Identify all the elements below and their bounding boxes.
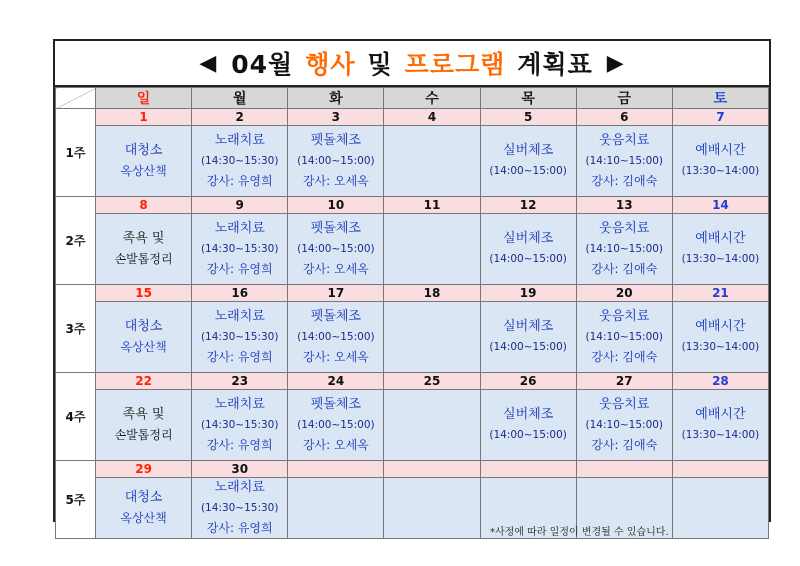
date-row	[56, 109, 769, 126]
event-cell-thu	[480, 214, 576, 285]
event-line: 실버체조	[503, 319, 554, 334]
date-cell-sat	[672, 461, 768, 478]
event-line: 옥상산책	[120, 340, 167, 354]
event-line: 펫돌체조	[310, 221, 361, 236]
event-cell-thu	[480, 126, 576, 197]
event-line: 족욕 및	[122, 407, 165, 422]
event-line: 강사: 유영희	[206, 350, 273, 364]
event-cell-wed	[384, 214, 480, 285]
event-line: 대청소	[124, 143, 163, 158]
event-line: 실버체조	[503, 143, 554, 158]
event-cell-sun	[96, 214, 192, 285]
event-line: 펫돌체조	[310, 309, 361, 324]
weekday-wed: 수	[384, 88, 480, 109]
event-line: (14:10~15:00)	[585, 243, 664, 255]
event-line: (14:00~15:00)	[297, 243, 375, 255]
event-cell-sun	[96, 478, 192, 539]
event-line: 노래치료	[214, 480, 265, 495]
page-title	[55, 41, 769, 87]
title-month: 04월	[231, 50, 294, 79]
event-cell-tue	[288, 214, 384, 285]
event-line: 강사: 오세옥	[302, 262, 369, 276]
event-cell-wed	[384, 302, 480, 373]
event-line: 강사: 오세옥	[302, 174, 369, 188]
event-line: 노래치료	[214, 133, 265, 148]
event-line: 웃음치료	[599, 397, 650, 412]
event-line: 대청소	[124, 319, 163, 334]
event-line: 강사: 유영희	[206, 438, 273, 452]
weekday-tue: 화	[288, 88, 384, 109]
event-line: (14:00~15:00)	[297, 331, 375, 343]
footnote: *사정에 따라 일정이 변경될 수 있습니다.	[490, 527, 669, 538]
event-cell-sat	[672, 478, 768, 539]
event-cell-sat	[672, 126, 768, 197]
event-cell-thu	[480, 302, 576, 373]
event-cell-mon	[192, 390, 288, 461]
event-cell-mon	[192, 478, 288, 539]
event-cell-fri	[576, 302, 672, 373]
event-line: 족욕 및	[122, 231, 165, 246]
date-cell-sat: 28	[672, 373, 768, 390]
event-cell-wed	[384, 390, 480, 461]
event-cell-sun	[96, 302, 192, 373]
event-line: 웃음치료	[599, 309, 650, 324]
event-line: (13:30~14:00)	[681, 429, 760, 441]
date-row	[56, 373, 769, 390]
date-cell-mon: 16	[192, 285, 288, 302]
week-label: 1주	[56, 109, 96, 197]
event-line: (14:30~15:30)	[200, 502, 279, 514]
event-line: 강사: 김애숙	[591, 174, 658, 188]
week-label: 2주	[56, 197, 96, 285]
event-line: 손발톱정리	[114, 252, 173, 266]
event-line: (14:30~15:30)	[200, 155, 279, 167]
event-line: 강사: 유영희	[206, 262, 273, 276]
event-row	[56, 302, 769, 373]
event-cell-thu	[480, 390, 576, 461]
event-line: (14:30~15:30)	[200, 419, 279, 431]
event-line: 실버체조	[503, 231, 554, 246]
event-line: 예배시간	[695, 143, 746, 158]
event-row	[56, 214, 769, 285]
event-line: 강사: 오세옥	[302, 438, 369, 452]
date-cell-thu	[480, 461, 576, 478]
event-line: 노래치료	[214, 221, 265, 236]
week-label: 4주	[56, 373, 96, 461]
date-cell-fri	[576, 461, 672, 478]
event-line: 펫돌체조	[310, 397, 361, 412]
date-cell-thu: 26	[480, 373, 576, 390]
date-cell-thu: 12	[480, 197, 576, 214]
event-line: (13:30~14:00)	[681, 253, 760, 265]
event-line: 웃음치료	[599, 221, 650, 236]
date-cell-thu: 19	[480, 285, 576, 302]
event-line: (14:00~15:00)	[489, 341, 567, 353]
date-cell-wed	[384, 461, 480, 478]
event-line: 예배시간	[695, 231, 746, 246]
weekday-mon: 월	[192, 88, 288, 109]
date-cell-mon: 30	[192, 461, 288, 478]
event-row	[56, 126, 769, 197]
event-line: (14:00~15:00)	[489, 429, 567, 441]
date-cell-mon: 2	[192, 109, 288, 126]
event-cell-sat	[672, 214, 768, 285]
event-line: 노래치료	[214, 397, 265, 412]
event-row	[56, 390, 769, 461]
date-cell-sat: 7	[672, 109, 768, 126]
event-line: 예배시간	[695, 407, 746, 422]
week-label: 5주	[56, 461, 96, 539]
date-cell-tue: 10	[288, 197, 384, 214]
date-cell-sun: 8	[96, 197, 192, 214]
date-cell-mon: 23	[192, 373, 288, 390]
event-line: 펫돌체조	[310, 133, 361, 148]
event-line: (14:10~15:00)	[585, 155, 664, 167]
date-cell-tue: 17	[288, 285, 384, 302]
event-line: (14:00~15:00)	[489, 165, 567, 177]
date-cell-sun: 15	[96, 285, 192, 302]
weekday-thu: 목	[480, 88, 576, 109]
title-word-and: 및	[367, 50, 393, 79]
left-triangle-icon: ◀	[199, 50, 218, 76]
event-cell-sun	[96, 126, 192, 197]
date-cell-sun: 22	[96, 373, 192, 390]
date-cell-fri: 6	[576, 109, 672, 126]
event-line: 노래치료	[214, 309, 265, 324]
event-cell-sat	[672, 390, 768, 461]
event-line: 강사: 유영희	[206, 174, 273, 188]
event-cell-tue	[288, 390, 384, 461]
date-cell-fri: 13	[576, 197, 672, 214]
event-line: (14:10~15:00)	[585, 419, 664, 431]
event-line: 강사: 오세옥	[302, 350, 369, 364]
date-row	[56, 197, 769, 214]
weekday-header-row	[56, 88, 769, 109]
title-word-event: 행사	[305, 50, 356, 79]
event-cell-tue	[288, 126, 384, 197]
event-line: (13:30~14:00)	[681, 341, 760, 353]
event-cell-tue	[288, 302, 384, 373]
date-cell-thu: 5	[480, 109, 576, 126]
weekday-fri: 금	[576, 88, 672, 109]
week-label: 3주	[56, 285, 96, 373]
event-cell-mon	[192, 126, 288, 197]
date-cell-fri: 20	[576, 285, 672, 302]
event-line: 강사: 김애숙	[591, 262, 658, 276]
date-cell-sun: 1	[96, 109, 192, 126]
date-cell-wed: 4	[384, 109, 480, 126]
event-line: 강사: 김애숙	[591, 438, 658, 452]
event-line: 실버체조	[503, 407, 554, 422]
event-line: 대청소	[124, 490, 163, 505]
event-cell-wed	[384, 126, 480, 197]
event-cell-fri	[576, 126, 672, 197]
event-line: 옥상산책	[120, 164, 167, 178]
calendar-table	[55, 87, 769, 539]
date-row	[56, 461, 769, 478]
date-cell-wed: 18	[384, 285, 480, 302]
title-word-program: 프로그램	[404, 50, 506, 79]
event-line: (14:30~15:30)	[200, 331, 279, 343]
date-cell-sun: 29	[96, 461, 192, 478]
date-cell-sat: 21	[672, 285, 768, 302]
event-cell-fri	[576, 214, 672, 285]
date-cell-sat: 14	[672, 197, 768, 214]
event-line: 손발톱정리	[114, 428, 173, 442]
event-line: (14:30~15:30)	[200, 243, 279, 255]
right-triangle-icon: ▶	[606, 50, 625, 76]
date-cell-mon: 9	[192, 197, 288, 214]
event-cell-sat	[672, 302, 768, 373]
event-line: 강사: 유영희	[206, 521, 273, 535]
event-cell-mon	[192, 214, 288, 285]
event-cell-sun	[96, 390, 192, 461]
date-cell-fri: 27	[576, 373, 672, 390]
event-line: 웃음치료	[599, 133, 650, 148]
date-cell-wed: 11	[384, 197, 480, 214]
event-line: (14:00~15:00)	[297, 155, 375, 167]
date-cell-tue: 3	[288, 109, 384, 126]
header-corner	[56, 88, 96, 109]
weekday-sun: 일	[96, 88, 192, 109]
event-line: 강사: 김애숙	[591, 350, 658, 364]
event-line: (14:00~15:00)	[297, 419, 375, 431]
event-cell-wed	[384, 478, 480, 539]
date-cell-tue: 24	[288, 373, 384, 390]
date-cell-wed: 25	[384, 373, 480, 390]
title-word-plan: 계획표	[517, 50, 593, 79]
event-line: (14:10~15:00)	[585, 331, 664, 343]
event-line: (14:00~15:00)	[489, 253, 567, 265]
date-cell-tue	[288, 461, 384, 478]
event-cell-tue	[288, 478, 384, 539]
event-cell-fri	[576, 390, 672, 461]
event-line: 예배시간	[695, 319, 746, 334]
date-row	[56, 285, 769, 302]
weekday-sat: 토	[672, 88, 768, 109]
event-line: (13:30~14:00)	[681, 165, 760, 177]
event-line: 옥상산책	[120, 511, 167, 525]
event-cell-mon	[192, 302, 288, 373]
